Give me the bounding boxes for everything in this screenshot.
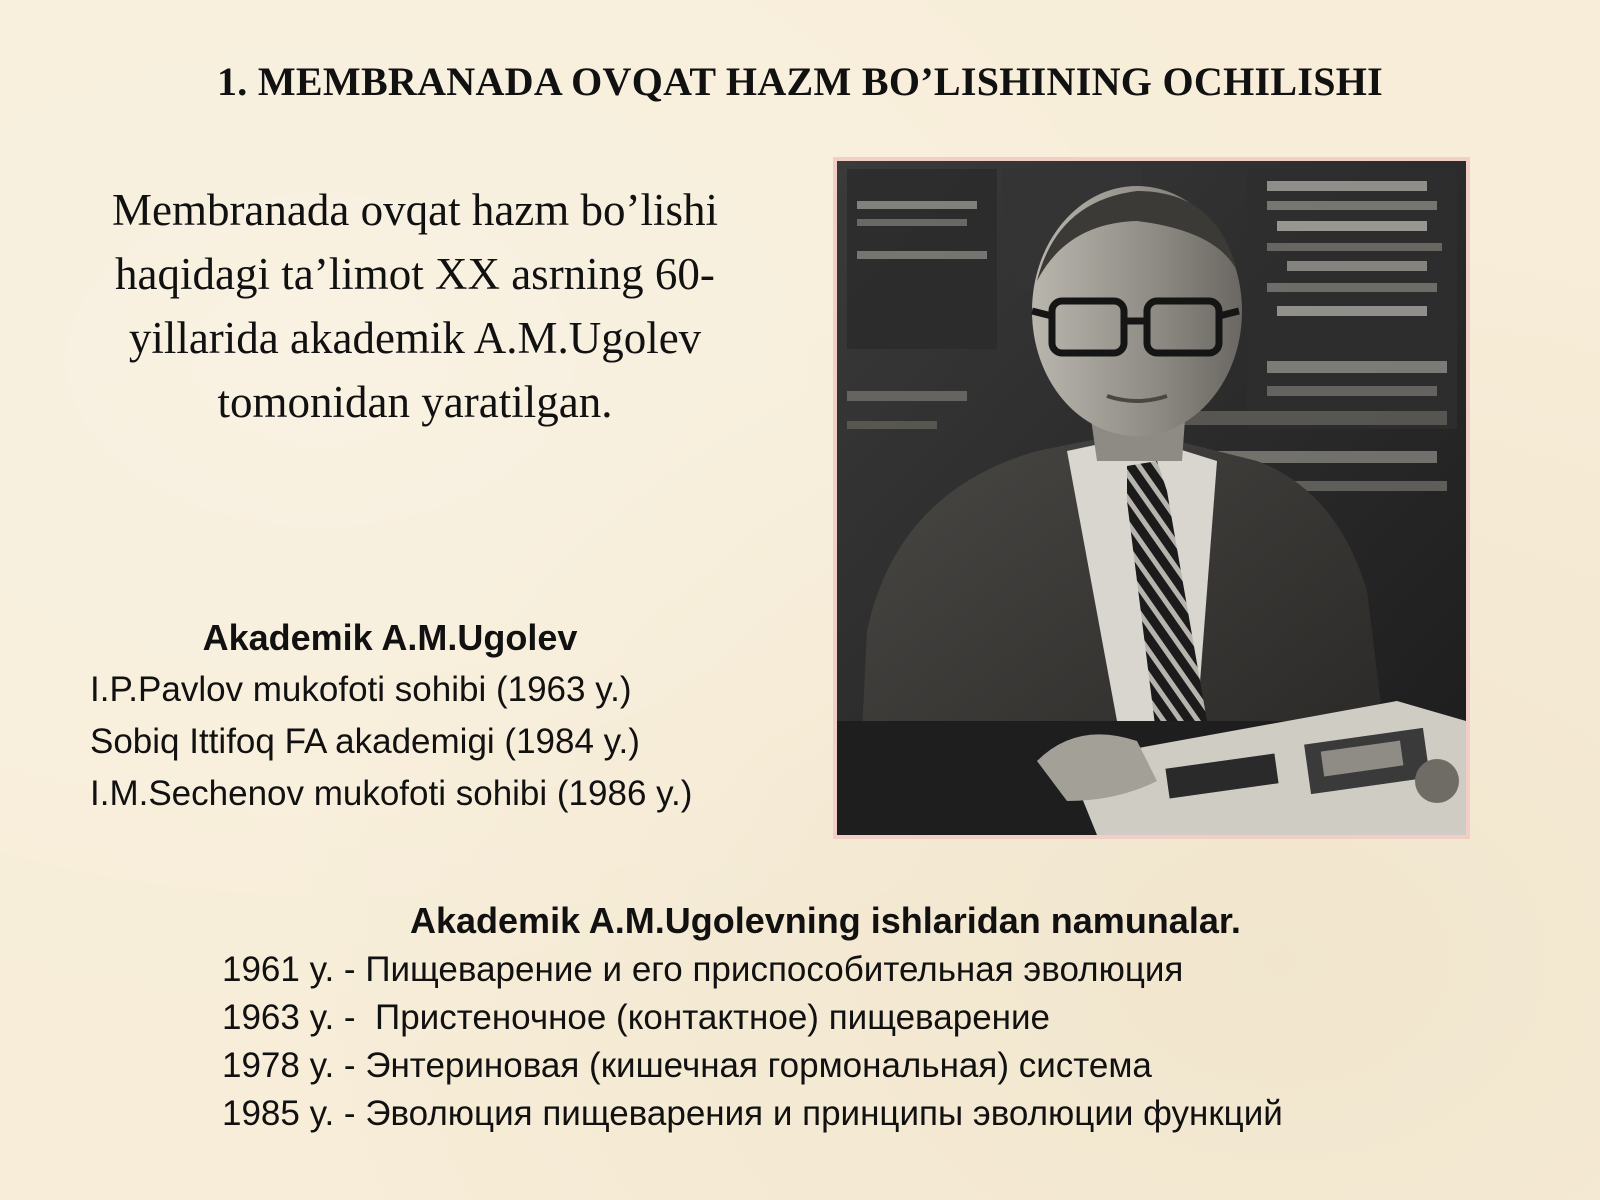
intro-paragraph	[60, 178, 770, 434]
bio-block	[90, 612, 810, 820]
bio-line: I.P.Pavlov mukofoti sohibi (1963 y.)	[90, 670, 632, 709]
works-line: 1963 y. - Пристеночное (контактное) пищеварение	[222, 998, 1051, 1037]
bio-line: I.M.Sechenov mukofoti sohibi (1986 y.)	[90, 774, 693, 813]
portrait-photo	[837, 161, 1466, 835]
works-line: 1985 y. - Эволюция пищеварения и принципы эволюции функций	[222, 1094, 1283, 1133]
bio-heading: Akademik A.M.Ugolev	[202, 617, 578, 658]
intro-line: Membranada ovqat hazm bo’lishi	[111, 185, 719, 235]
works-heading: Akademik A.M.Ugolevning ishlaridan namunalar.	[410, 900, 1241, 941]
works-line: 1961 y. - Пищеварение и его приспособительная эволюция	[222, 950, 1184, 989]
bio-line: Sobiq Ittifoq FA akademigi (1984 y.)	[90, 722, 640, 761]
portrait-photo-frame	[833, 157, 1470, 839]
works-block	[222, 896, 1522, 1138]
works-line: 1978 y. - Энтериновая (кишечная гормональная) система	[222, 1046, 1152, 1085]
intro-line: yillarida akademik A.M.Ugolev	[128, 313, 702, 363]
intro-line: haqidagi ta’limot XX asrning 60-	[115, 249, 715, 299]
slide-title: 1. MEMBRANADA OVQAT HAZM BO’LISHINING OCHILISHI	[216, 59, 1384, 104]
intro-line: tomonidan yaratilgan.	[217, 377, 613, 427]
